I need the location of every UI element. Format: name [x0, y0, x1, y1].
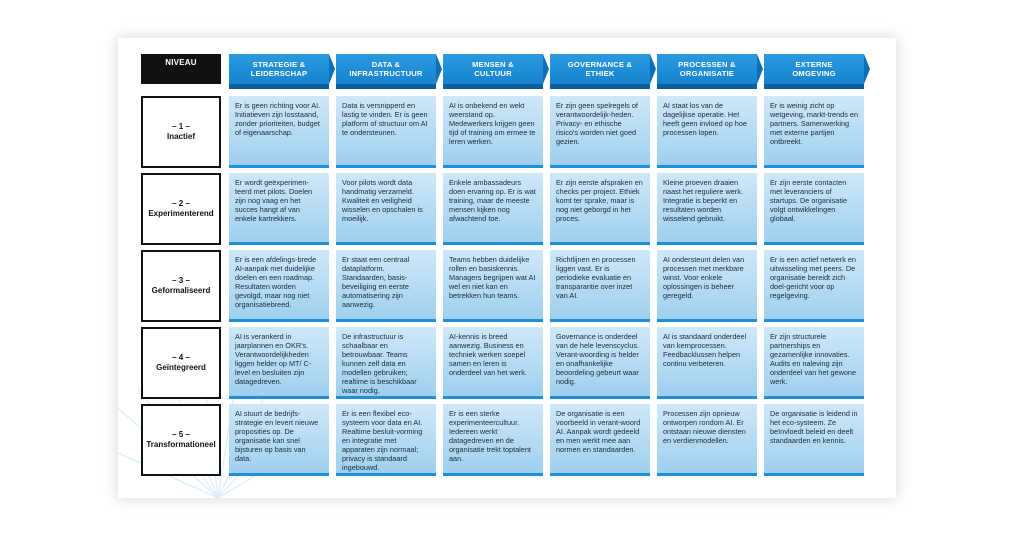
- level-name: Experimenterend: [148, 209, 214, 218]
- matrix-cell: AI staat los van de dagelijkse operatie. Het heeft geen invloed op hoe processen lopen.: [657, 96, 757, 168]
- matrix-cell: AI stuurt de bedrijfs-strategie en levert nieuwe proposities op. De organisatie kan snel bijsturen op basis van data.: [229, 404, 329, 476]
- matrix-cell: Er is weinig zicht op wetgeving, markt-trends en partners. Samenwerking met externe partijen ontbreekt.: [764, 96, 864, 168]
- category-header-line: LEIDERSCHAP: [250, 69, 308, 78]
- matrix-cell: De organisatie is leidend in het eco-systeem. Ze beïnvloedt beleid en deelt standaarden en kennis.: [764, 404, 864, 476]
- category-header-line: OMGEVING: [792, 69, 836, 78]
- matrix-cell: Er is een sterke experimenteercultuur. Iedereen werkt datagedreven en de organisatie trekt toptalent aan.: [443, 404, 543, 476]
- category-header-line: STRATEGIE &: [252, 60, 306, 69]
- category-header-data: [336, 54, 436, 84]
- category-header-line: ETHIEK: [585, 69, 615, 78]
- matrix-cell: AI is onbekend en wekt weerstand op. Medewerkers krijgen geen tijd of training om ermee te leren werken.: [443, 96, 543, 168]
- level-number: – 5 –: [172, 430, 190, 439]
- category-header-strategie: [229, 54, 329, 84]
- level-number: – 2 –: [172, 199, 190, 208]
- level-label-5: [141, 404, 221, 476]
- level-number: – 4 –: [172, 353, 190, 362]
- level-header-label: NIVEAU: [165, 58, 197, 67]
- category-header-line: MENSEN &: [472, 60, 514, 69]
- category-header-line: EXTERNE: [795, 60, 833, 69]
- category-header-mensen: [443, 54, 543, 84]
- matrix-cell: Processen zijn opnieuw ontworpen rondom AI. Er ontstaan nieuwe diensten en verdienmodellen.: [657, 404, 757, 476]
- level-number: – 3 –: [172, 276, 190, 285]
- matrix-cell: Er is een flexibel eco-systeem voor data en AI. Realtime besluit-vorming en integratie met apparaten zijn normaal; privacy is standaard ingebouwd.: [336, 404, 436, 476]
- matrix-cell: Er wordt geëxperimen-teerd met pilots. Doelen zijn nog vaag en het succes hangt af van enkele kartrekkers.: [229, 173, 329, 245]
- matrix-cell: Er zijn structurele partnerships en gezamenlijke innovaties. Audits en naleving zijn onderdeel van het gewone werk.: [764, 327, 864, 399]
- category-header-governance: [550, 54, 650, 84]
- matrix-cell: Er zijn eerste afspraken en checks per project. Ethiek komt ter sprake, maar is nog niet geborgd in het proces.: [550, 173, 650, 245]
- category-header-line: ORGANISATIE: [679, 69, 735, 78]
- category-header-processen: [657, 54, 757, 84]
- matrix-cell: AI is verankerd in jaarplannen en OKR's. Verantwoordelijkheden liggen helder op MT/ C-level en besluiten zijn datagedreven.: [229, 327, 329, 399]
- level-name: Transformationeel: [146, 440, 216, 449]
- level-column-header: [141, 54, 221, 84]
- category-header-externe: [764, 54, 864, 84]
- level-name: Geformaliseerd: [151, 286, 211, 295]
- level-name: Geïntegreerd: [156, 363, 206, 372]
- matrix-cell: Kleine proeven draaien naast het reguliere werk. Integratie is beperkt en resultaten worden wisselend gebruikt.: [657, 173, 757, 245]
- matrix-cell: Er is geen richting voor AI. Initiatieven zijn losstaand, zonder prioriteiten, budget of eigenaarschap.: [229, 96, 329, 168]
- matrix-cell: De infrastructuur is schaalbaar en betrouwbaar. Teams kunnen zelf data en modellen gebruiken; realtime is beschikbaar waar nodig.: [336, 327, 436, 399]
- matrix-cell: De organisatie is een voorbeeld in verant-woord AI. Aanpak wordt gedeeld en men werkt mee aan normen en standaarden.: [550, 404, 650, 476]
- matrix-cell: Er zijn eerste contacten met leveranciers of startups. De organisatie volgt ontwikkelingen globaal.: [764, 173, 864, 245]
- matrix-cell: Richtlijnen en processen liggen vast. Er is periodieke evaluatie en transparantie over inzet van AI.: [550, 250, 650, 322]
- maturity-matrix-card: [118, 38, 896, 498]
- category-header-line: CULTUUR: [474, 69, 512, 78]
- matrix-cell: AI ondersteunt delen van processen met merkbare winst. Voor enkele oplossingen is beheer geregeld.: [657, 250, 757, 322]
- category-header-line: GOVERNANCE &: [567, 60, 633, 69]
- matrix-cell: AI is standaard onderdeel van kernprocessen. Feedbacklussen helpen continu verbeteren.: [657, 327, 757, 399]
- matrix-cell: Teams hebben duidelijke rollen en basiskennis. Managers begrijpen wat AI wel en niet kan en betrekken hun teams.: [443, 250, 543, 322]
- matrix-cell: AI-kennis is breed aanwezig. Business en techniek werken soepel samen en leren is onderdeel van het werk.: [443, 327, 543, 399]
- level-name: Inactief: [166, 132, 195, 141]
- level-label-1: [141, 96, 221, 168]
- category-header-line: DATA &: [371, 60, 401, 69]
- matrix-cell: Voor pilots wordt data handmatig verzameld. Kwaliteit en veiligheid wisselen en opschalen is moeilijk.: [336, 173, 436, 245]
- matrix-cell: Enkele ambassadeurs doen ervaring op. Er is wat training, maar de meeste mensen kijken nog afwachtend toe.: [443, 173, 543, 245]
- matrix-cell: Er zijn geen spelregels of verantwoordelijk-heden. Privacy- en ethische risico's worden niet goed gezien.: [550, 96, 650, 168]
- matrix-cell: Data is versnipperd en lastig te vinden. Er is geen platform of structuur om AI te ondersteunen.: [336, 96, 436, 168]
- level-number: – 1 –: [172, 122, 190, 131]
- level-label-3: [141, 250, 221, 322]
- matrix-cell: Er is een afdelings-brede AI-aanpak met duidelijke doelen en een roadmap. Resultaten worden gevolgd, maar nog niet organisatiebreed.: [229, 250, 329, 322]
- matrix-cell: Er is een actief netwerk en uitwisseling met peers. De organisatie bereidt zich doel-gericht voor op regelgeving.: [764, 250, 864, 322]
- matrix-cell: Governance is onderdeel van de hele levenscyclus. Verant-woording is helder en onafhankelijke beoordeling gebeurt waar nodig.: [550, 327, 650, 399]
- category-header-line: INFRASTRUCTUUR: [349, 69, 423, 78]
- matrix-cell: Er staat een centraal dataplatform. Standaarden, basis-beveiliging en eerste automatisering zijn aanwezig.: [336, 250, 436, 322]
- level-label-4: [141, 327, 221, 399]
- level-label-2: [141, 173, 221, 245]
- category-header-line: PROCESSEN &: [678, 60, 736, 69]
